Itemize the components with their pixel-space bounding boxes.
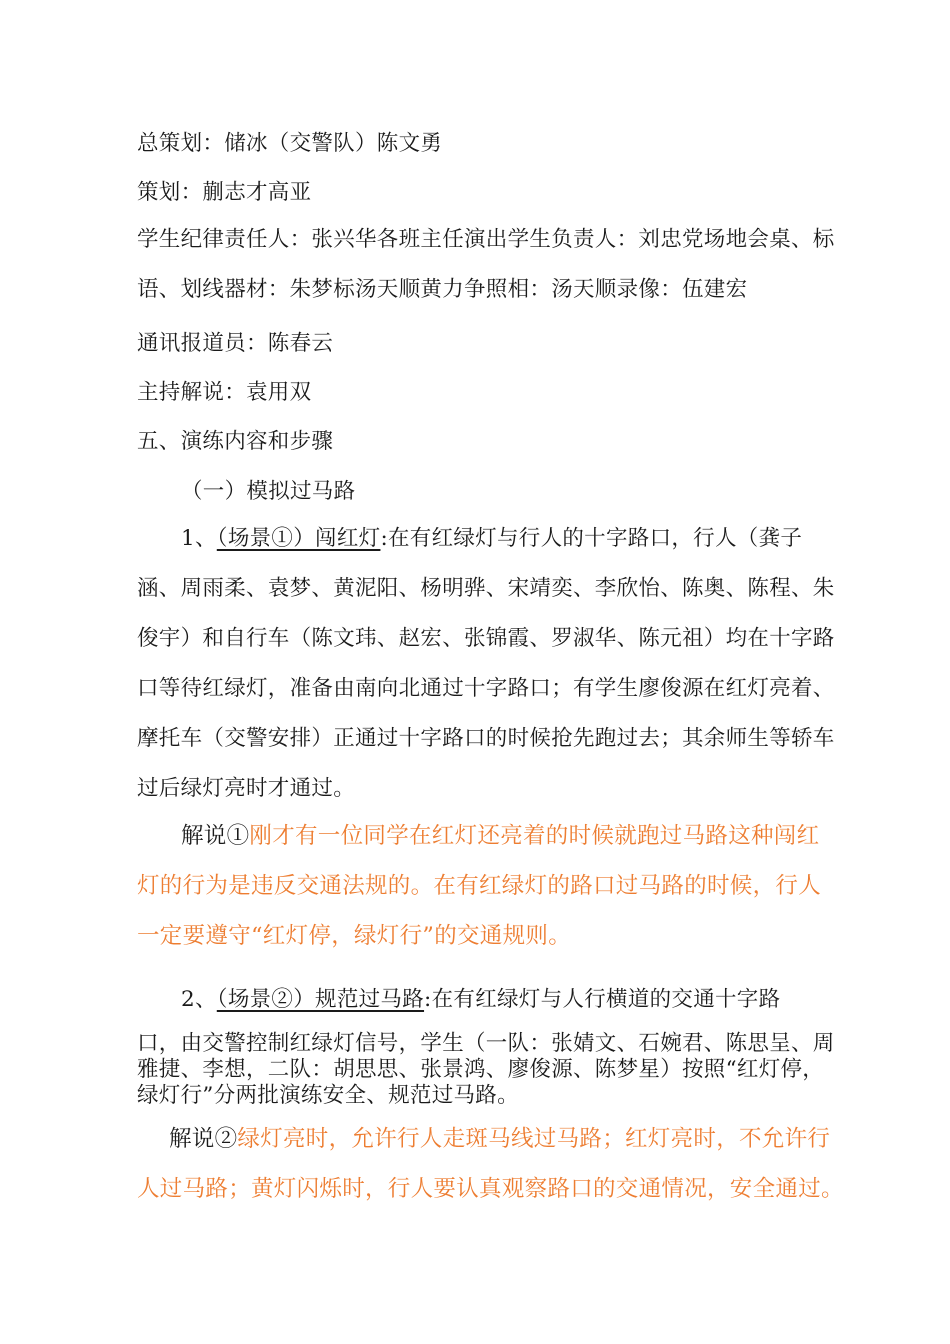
narration2-prefix: 解说②	[169, 1126, 238, 1152]
reporter-line: 通讯报道员：陈春云	[137, 331, 334, 356]
narration2-paragraph	[137, 1114, 853, 1214]
narration2-first-line	[137, 1114, 853, 1164]
scene2-line: 雅捷、李想，二队：胡思思、张景鸿、廖俊源、陈梦星）按照“红灯停，	[137, 1057, 825, 1082]
section-subtitle: （一）模拟过马路	[181, 479, 356, 504]
scene2-line: 口，由交警控制红绿灯信号，学生（一队：张婧文、石婉君、陈思呈、周	[137, 1031, 835, 1056]
narration1-paragraph	[137, 811, 853, 961]
general-planner-line: 总策划：储冰（交警队）陈文勇	[137, 131, 443, 156]
host-line: 主持解说：袁用双	[137, 380, 312, 405]
planner-line: 策划：蒯志才高亚	[137, 180, 312, 205]
scene2-text: :在有红绿灯与人行横道的交通十字路	[424, 987, 781, 1012]
scene1-line: 摩托车（交警安排）正通过十字路口的时候抢先跑过去；其余师生等轿车	[137, 726, 835, 751]
scene1-number: 1、	[181, 526, 217, 551]
responsibility-line: 学生纪律责任人：张兴华各班主任演出学生负责人：刘忠党场地会桌、标	[137, 227, 835, 252]
section-title: 五、演练内容和步骤	[137, 429, 334, 454]
narration1-line: 灯的行为是违反交通法规的。在有红绿灯的路口过马路的时候，行人	[137, 873, 822, 899]
scene1-line: 俊宇）和自行车（陈文玮、赵宏、张锦霞、罗淑华、陈元祖）均在十字路	[137, 626, 835, 651]
narration2-line: 人过马路；黄灯闪烁时，行人要认真观察路口的交通情况，安全通过。	[137, 1176, 844, 1202]
scene2-first-line	[137, 982, 897, 1013]
scene1-label: （场景①）闯红灯	[216, 526, 381, 551]
scene2-label: （场景②）规范过马路	[216, 987, 425, 1012]
narration1-text: 刚才有一位同学在红灯还亮着的时候就跑过马路这种闯红	[249, 823, 820, 849]
narration1-first-line	[137, 811, 853, 861]
responsibility-line: 语、划线器材：朱梦标汤天顺黄力争照相：汤天顺录像：伍建宏	[137, 277, 748, 302]
scene1-line: 口等待红绿灯，准备由南向北通过十字路口；有学生廖俊源在红灯亮着、	[137, 676, 835, 701]
scene1-paragraph	[137, 514, 853, 814]
scene1-first-line	[137, 514, 853, 564]
scene2-number: 2、	[181, 987, 217, 1012]
narration2-text: 绿灯亮时，允许行人走斑马线过马路；红灯亮时，不允许行	[237, 1126, 831, 1152]
scene1-line: 过后绿灯亮时才通过。	[137, 776, 356, 801]
scene1-text: :在有红绿灯与行人的十字路口，行人（龚子	[380, 526, 803, 551]
narration1-line: 一定要遵守“红灯停，绿灯行”的交通规则。	[137, 923, 572, 949]
scene1-line: 涵、周雨柔、袁梦、黄泥阳、杨明骅、宋靖奕、李欣怡、陈奥、陈程、朱	[137, 576, 835, 601]
responsibility-paragraph	[137, 215, 853, 315]
narration1-prefix: 解说①	[181, 823, 250, 849]
scene2-paragraph	[137, 1031, 853, 1109]
scene2-line: 绿灯行”分两批演练安全、规范过马路。	[137, 1083, 519, 1108]
